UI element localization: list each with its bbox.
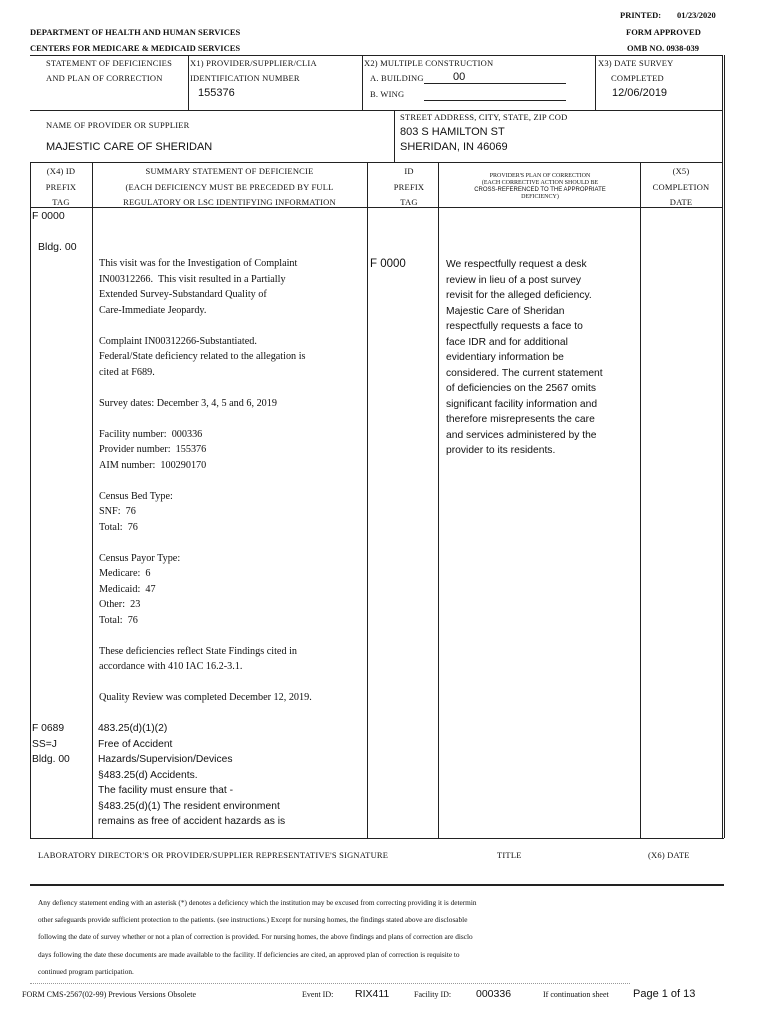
summary-line: Provider number: 155376	[99, 444, 207, 455]
summary-header: SUMMARY STATEMENT OF DEFICIENCIE	[145, 166, 314, 176]
summary-line: This visit was for the Investigation of Complaint	[99, 258, 298, 269]
f0689-line: Free of Accident	[98, 738, 173, 750]
omb-number: OMB NO. 0938-039	[627, 43, 700, 53]
plan-line: revisit for the alleged deficiency.	[446, 290, 592, 301]
f0689-line: The facility must ensure that -	[98, 785, 234, 796]
address-line2: SHERIDAN, IN 46069	[400, 141, 508, 153]
summary-statement	[99, 256, 312, 706]
provider-id-value: 155376	[198, 87, 235, 99]
event-id-value: RIX411	[355, 988, 390, 1000]
plan-line: significant facility information and	[446, 398, 598, 410]
x1-label: X1) PROVIDER/SUPPLIER/CLIA	[190, 58, 317, 68]
summary-line: cited at F689.	[99, 366, 155, 378]
footnote-line: other safeguards provide sufficient protection to the patients. (see instructions.) Except for nursing homes, the findings stated above are disclosable	[38, 915, 468, 925]
summary-line	[99, 411, 312, 427]
bldg-00: Bldg. 00	[38, 241, 77, 253]
plan-line: therefore misrepresents the care	[446, 414, 595, 425]
building-value: 00	[453, 71, 466, 83]
summary-line: Facility number: 000336	[99, 428, 203, 440]
summary-line: These deficiencies reflect State Findings cited in	[99, 645, 298, 657]
plan-line: review in lieu of a post survey	[446, 274, 582, 286]
plan-line: face IDR and for additional	[446, 336, 568, 348]
address-label: STREET ADDRESS, CITY, STATE, ZIP COD	[400, 112, 568, 122]
x4-id-label: (X4) ID	[46, 166, 76, 176]
continuation-label: If continuation sheet	[543, 990, 609, 999]
summary-line	[99, 535, 312, 551]
statement-label: STATEMENT OF DEFICIENCIES	[46, 58, 173, 68]
title-label: TITLE	[497, 850, 522, 860]
summary-line: SNF: 76	[99, 506, 136, 517]
summary-line: Complaint IN00312266-Substantiated.	[99, 335, 257, 347]
id-tag-f0000: F 0000	[370, 258, 406, 270]
summary-line: Survey dates: December 3, 4, 5 and 6, 2019	[99, 397, 277, 409]
completion-label: COMPLETION	[652, 182, 710, 192]
summary-line: Care-Immediate Jeopardy.	[99, 304, 207, 316]
footnote-line: continued program participation.	[38, 966, 134, 976]
summary-line: Extended Survey-Substandard Quality of	[99, 289, 267, 300]
plan-line: considered. The current statement	[446, 367, 603, 379]
summary-line: Census Payor Type:	[99, 552, 181, 564]
plan-correction-label: AND PLAN OF CORRECTION	[46, 73, 163, 83]
tag-f0000: F 0000	[32, 210, 65, 222]
wing-label: B. WING	[370, 89, 405, 99]
summary-line: Medicare: 6	[99, 568, 151, 579]
plan-line: evidentiary information be	[446, 352, 564, 363]
plan-of-correction	[446, 257, 603, 459]
summary-line	[99, 675, 312, 691]
building-label: A. BUILDING	[370, 73, 424, 83]
f0689-line: §483.25(d)(1) The resident environment	[98, 800, 280, 812]
signature-label: LABORATORY DIRECTOR'S OR PROVIDER/SUPPLIER REPRESENTATIVE'S SIGNATURE	[38, 850, 389, 860]
summary-line	[99, 318, 312, 334]
x4-tag-label: TAG	[52, 197, 70, 207]
summary-line	[99, 473, 312, 489]
summary-line: accordance with 410 IAC 16.2-3.1.	[99, 661, 243, 672]
plan-line: and services administered by the	[446, 429, 597, 441]
f0689-line: remains as free of accident hazards as is	[98, 816, 286, 827]
printed-date: 01/23/2020	[677, 10, 716, 20]
event-id-label: Event ID:	[302, 990, 334, 999]
footnote-line: days following the date these documents are made available to the facility. If deficiencies are cited, an approved plan of correction is requisite to	[38, 949, 460, 959]
x2-label: X2) MULTIPLE CONSTRUCTION	[364, 58, 494, 68]
summary-line	[99, 380, 312, 396]
footnote-line: Any defiency statement ending with an asterisk (*) denotes a deficiency which the institution may be excused from correcting providing it is determin	[38, 898, 477, 907]
f0689-statement	[98, 721, 285, 830]
plan-line: Majestic Care of Sheridan	[446, 305, 565, 317]
plan-subheader1: (EACH CORRECTIVE ACTION SHOULD BE	[481, 180, 599, 186]
x3-label: X3) DATE SURVEY	[598, 58, 674, 68]
f0689-line: §483.25(d) Accidents.	[98, 769, 198, 781]
page-number: Page 1 of 13	[633, 988, 696, 1000]
x4-prefix-label: PREFIX	[45, 182, 77, 192]
summary-line	[99, 628, 312, 644]
id-prefix-label: PREFIX	[393, 182, 425, 192]
x1-identification-label: IDENTIFICATION NUMBER	[190, 73, 300, 83]
summary-line: Total: 76	[99, 521, 138, 533]
plan-subheader2: CROSS-REFERENCED TO THE APPROPRIATE	[474, 187, 606, 193]
summary-subheader2: REGULATORY OR LSC IDENTIFYING INFORMATION	[123, 197, 336, 207]
summary-line: Federal/State deficiency related to the allegation is	[99, 351, 306, 362]
provider-name-value: MAJESTIC CARE OF SHERIDAN	[46, 141, 213, 153]
summary-line: Total: 76	[99, 614, 138, 626]
footnote-line: following the date of survey whether or not a plan of correction is provided. For nursing homes, the above findings and plans of correction are disclo	[38, 932, 473, 942]
department-title: DEPARTMENT OF HEALTH AND HUMAN SERVICES	[30, 27, 241, 37]
centers-title: CENTERS FOR MEDICARE & MEDICAID SERVICES	[30, 43, 241, 53]
survey-date-value: 12/06/2019	[612, 87, 668, 99]
plan-line: of deficiencies on the 2567 omits	[446, 383, 596, 394]
form-number: FORM CMS-2567(02-99) Previous Versions Obsolete	[22, 990, 197, 999]
plan-header: PROVIDER'S PLAN OF CORRECTION	[489, 173, 591, 179]
summary-line: Other: 23	[99, 599, 141, 610]
summary-subheader: (EACH DEFICIENCY MUST BE PRECEDED BY FULL	[125, 182, 334, 192]
provider-name-label: NAME OF PROVIDER OR SUPPLIER	[46, 120, 190, 130]
plan-line: We respectfully request a desk	[446, 259, 587, 270]
tag-f0689	[32, 721, 70, 768]
summary-line: Medicaid: 47	[99, 583, 156, 595]
summary-line: Quality Review was completed December 12, 2019.	[99, 692, 312, 703]
printed-label: PRINTED:	[620, 10, 662, 20]
summary-line: AIM number: 100290170	[99, 459, 207, 471]
facility-id-label: Facility ID:	[414, 990, 452, 999]
id-label: ID	[404, 166, 414, 176]
address-line1: 803 S HAMILTON ST	[400, 126, 505, 138]
summary-line: Census Bed Type:	[99, 490, 173, 502]
tag-line: SS=J	[32, 738, 57, 750]
plan-subheader3: DEFICIENCY)	[521, 194, 559, 200]
form-approved: FORM APPROVED	[626, 27, 701, 37]
f0689-line: Hazards/Supervision/Devices	[98, 754, 233, 765]
date-label: DATE	[669, 197, 693, 207]
footnote	[38, 894, 728, 980]
facility-id-value: 000336	[476, 988, 512, 1000]
x6-date-label: (X6) DATE	[648, 850, 690, 860]
tag-line: F 0689	[32, 723, 65, 734]
x5-label: (X5)	[672, 166, 690, 176]
plan-line: provider to its residents.	[446, 445, 556, 456]
completed-label: COMPLETED	[611, 73, 664, 83]
summary-line: IN00312266. This visit resulted in a Partially	[99, 273, 286, 285]
tag-line: Bldg. 00	[32, 754, 70, 765]
plan-line: respectfully requests a face to	[446, 321, 583, 332]
id-tag-label: TAG	[400, 197, 418, 207]
f0689-line: 483.25(d)(1)(2)	[98, 723, 168, 734]
